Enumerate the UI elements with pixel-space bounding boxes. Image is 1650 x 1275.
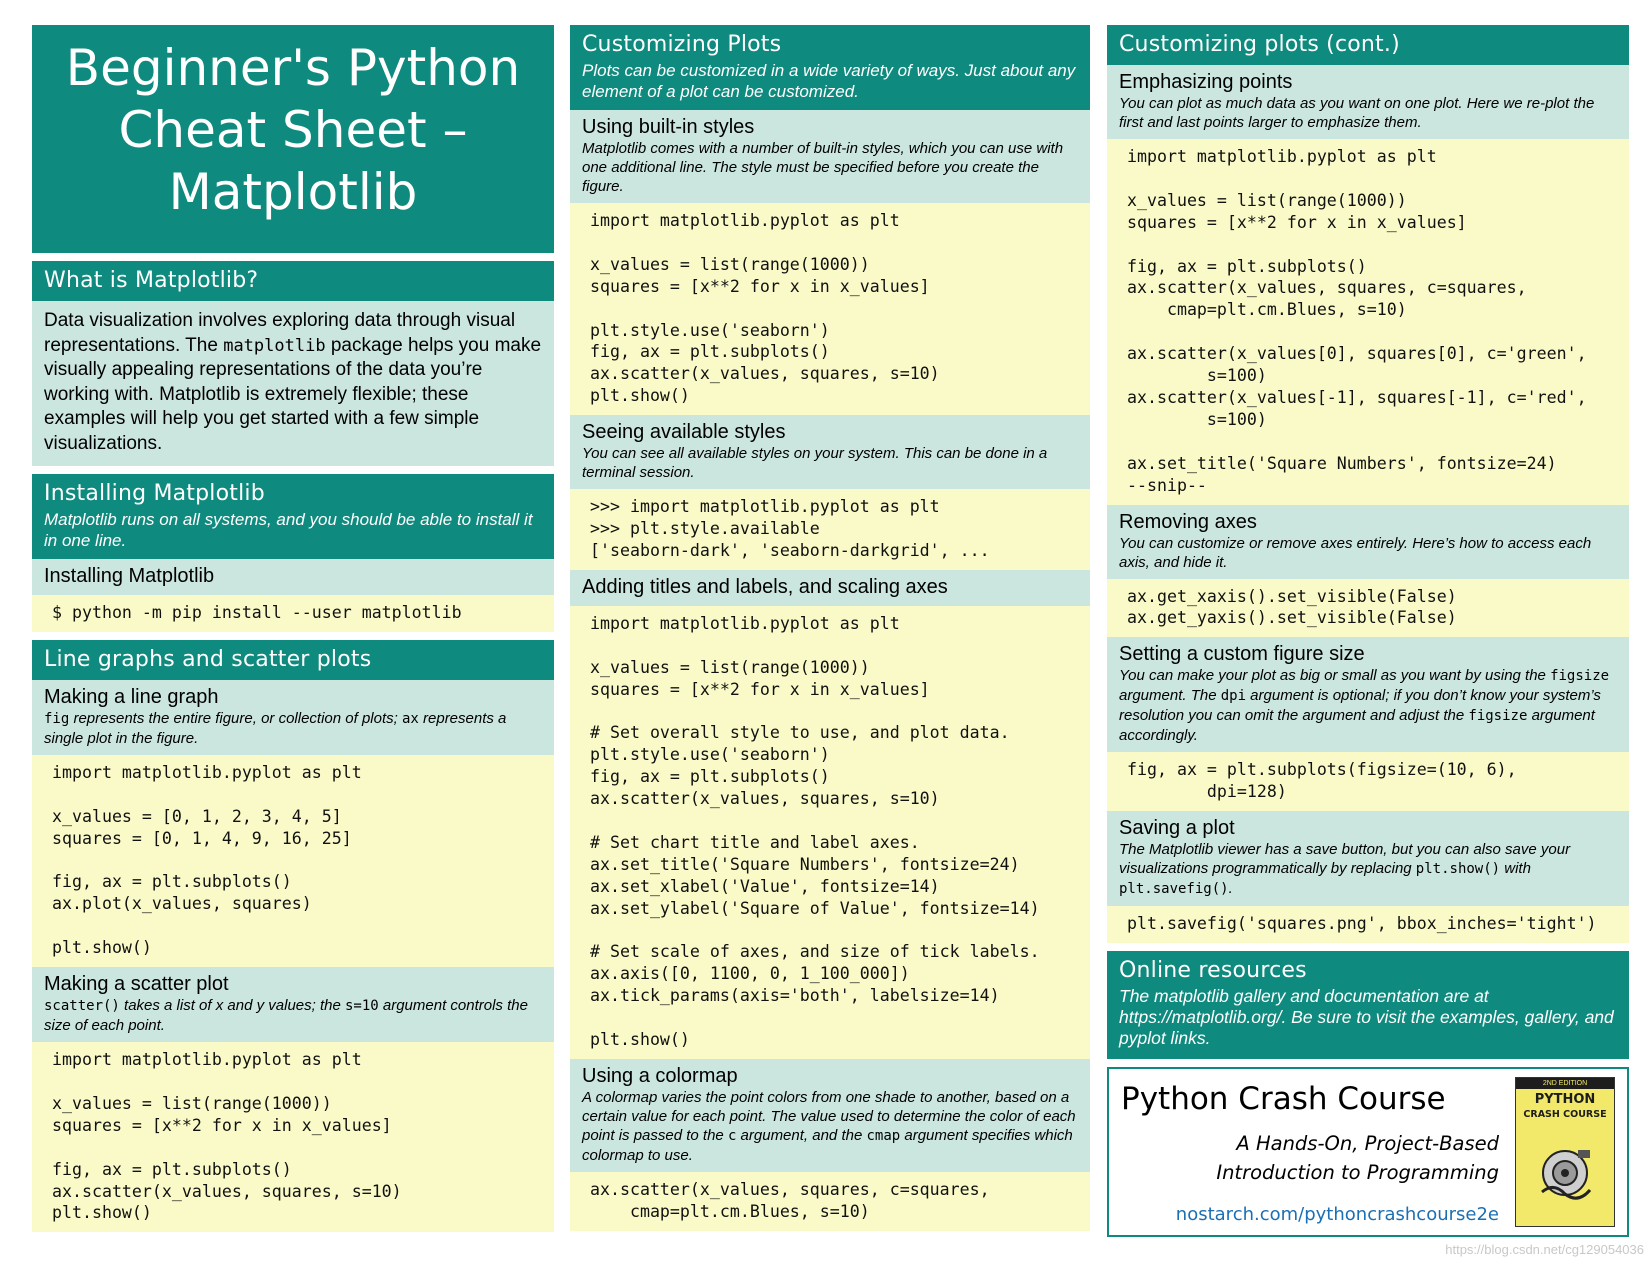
subsection-title: Emphasizing points: [1119, 71, 1293, 93]
section-title: What is Matplotlib?: [44, 268, 259, 293]
section-title: Customizing plots (cont.): [1119, 32, 1400, 57]
section-title: Customizing Plots: [582, 32, 782, 57]
title-line-3: Matplotlib: [168, 163, 418, 221]
title-block: [32, 25, 554, 253]
line-graphs-header: [32, 640, 554, 680]
installing-subheader: [32, 559, 554, 595]
subsection-desc: scatter() takes a list of x and y values; the s=10 argument controls the size of each point.: [44, 997, 528, 1035]
book-title: PYTHON CRASH COURSE: [1523, 1092, 1607, 1121]
customizing-cont-header: [1107, 25, 1629, 65]
online-resources-header: [1107, 951, 1629, 1059]
figure-size-subheader: [1107, 637, 1629, 752]
subsection-desc: You can plot as much data as you want on one plot. Here we re-plot the first and last points larger to emphasize them.: [1119, 95, 1595, 131]
colormap-code: ax.scatter(x_values, squares, c=squares, cmap=plt.cm.Blues, s=10): [570, 1172, 1090, 1231]
subsection-desc: You can see all available styles on your system. This can be done in a terminal session.: [582, 445, 1048, 482]
inline-code: matplotlib: [223, 335, 326, 356]
subsection-title: Saving a plot: [1119, 817, 1235, 840]
titles-labels-code: import matplotlib.pyplot as plt x_values = list(range(1000)) squares = [x**2 for x in x_values] # Set overall style to use, and plot data. plt.style.use('seaborn') fig, ax = plt.subplots() ax.scatter(x_values, squares, s=10) # Set chart title and label axes. ax.set_title('Square Numbers', fontsize=24) ax.set_xlabel('Value', fontsize=14) ax.set_ylabel('Square of Value', fontsize=14) # Set scale of axes, and size of tick labels. ax.axis([0, 1100, 0, 1_100_000]) ax.tick_params(axis='both', labelsize=14) plt.show(): [570, 606, 1090, 1059]
promo-subtitle-line-2: Introduction to Programming: [1216, 1161, 1499, 1185]
promo-subtitle: [1216, 1129, 1499, 1187]
install-code: $ python -m pip install --user matplotlib: [32, 595, 554, 632]
section-desc: Plots can be customized in a wide variety of ways. Just about any element of a plot can be customized.: [582, 61, 1076, 101]
builtin-styles-subheader: [570, 110, 1090, 203]
text-part: Data visualization involves exploring data through visual representations. The: [44, 310, 516, 356]
subsection-title: Installing Matplotlib: [44, 565, 215, 587]
subsection-title: Using built-in styles: [582, 116, 755, 138]
promo-title: Python Crash Course: [1121, 1081, 1446, 1118]
book-edition: 2ND EDITION: [1516, 1078, 1614, 1089]
available-styles-code: >>> import matplotlib.pyplot as plt >>> plt.style.available ['seaborn-dark', 'seaborn-darkgrid', ...: [570, 489, 1090, 570]
subsection-desc: You can make your plot as big or small as you want by using the figsize argument. The dpi argument is optional; if you don’t know your system’s resolution you can omit the argument and adjust the figsize argument accordingly.: [1119, 667, 1610, 745]
builtin-styles-code: import matplotlib.pyplot as plt x_values = list(range(1000)) squares = [x**2 for x in x_values] plt.style.use('seaborn') fig, ax = plt.subplots() ax.scatter(x_values, squares, s=10) plt.show(): [570, 203, 1090, 415]
subsection-desc: Matplotlib comes with a number of built-in styles, which you can use with one additional line. The style must be specified before you create the figure.: [582, 140, 1064, 195]
watermark: https://blog.csdn.net/cg129054036: [1445, 1242, 1644, 1257]
section-desc: Matplotlib runs on all systems, and you should be able to install it in one line.: [44, 510, 533, 550]
subsection-title: Seeing available styles: [582, 421, 786, 444]
emphasizing-code: import matplotlib.pyplot as plt x_values = list(range(1000)) squares = [x**2 for x in x_values] fig, ax = plt.subplots() ax.scatter(x_values, squares, c=squares, cmap=plt.cm.Blues, s=10) ax.scatter(x_values[0], squares[0], c='green', s=100) ax.scatter(x_values[-1], squares[-1], c='red', s=100) ax.set_title('Square Numbers', fontsize=24) --snip--: [1107, 139, 1629, 505]
available-styles-subheader: [570, 415, 1090, 489]
subsection-title: Using a colormap: [582, 1065, 738, 1087]
subsection-title: Making a line graph: [44, 685, 219, 708]
colormap-subheader: [570, 1059, 1090, 1172]
removing-axes-subheader: [1107, 505, 1629, 579]
subsection-title: Setting a custom figure size: [1119, 643, 1365, 666]
snake-robot-icon: [1534, 1142, 1596, 1204]
line-graph-subheader: [32, 680, 554, 755]
subsection-title: Making a scatter plot: [44, 973, 229, 996]
section-title: Installing Matplotlib: [44, 481, 265, 506]
scatter-code: import matplotlib.pyplot as plt x_values = list(range(1000)) squares = [x**2 for x in x_values] fig, ax = plt.subplots() ax.scatter(x_values, squares, s=10) plt.show(): [32, 1042, 554, 1232]
column-3: [1107, 25, 1629, 1237]
column-1: [32, 25, 554, 1232]
subsection-desc: A colormap varies the point colors from one shade to another, based on a certain value for each point. The value used to determine the color of each point is passed to the c argument, and the cmap argument specifies which colormap to use.: [582, 1089, 1076, 1164]
installing-header: [32, 474, 554, 559]
saving-plot-subheader: [1107, 811, 1629, 906]
what-is-matplotlib-header: [32, 261, 554, 301]
line-graph-code: import matplotlib.pyplot as plt x_values = [0, 1, 2, 3, 4, 5] squares = [0, 1, 4, 9, 16, 25] fig, ax = plt.subplots() ax.plot(x_values, squares) plt.show(): [32, 755, 554, 967]
column-2: [570, 25, 1090, 1231]
removing-axes-code: ax.get_xaxis().set_visible(False) ax.get_yaxis().set_visible(False): [1107, 579, 1629, 638]
subsection-desc: fig represents the entire figure, or collection of plots; ax represents a single plot in the figure.: [44, 709, 507, 747]
promo-subtitle-line-1: A Hands-On, Project-Based: [1236, 1132, 1499, 1156]
customizing-header: [570, 25, 1090, 110]
title-line-2: Cheat Sheet –: [118, 101, 468, 159]
figure-size-code: fig, ax = plt.subplots(figsize=(10, 6), dpi=128): [1107, 752, 1629, 811]
subsection-title: Adding titles and labels, and scaling axes: [582, 575, 948, 598]
section-title: Online resources: [1119, 958, 1307, 984]
subsection-title: Removing axes: [1119, 510, 1257, 533]
subsection-desc: You can customize or remove axes entirely. Here’s how to access each axis, and hide it.: [1119, 534, 1592, 571]
saving-plot-code: plt.savefig('squares.png', bbox_inches='tight'): [1107, 906, 1629, 943]
subsection-desc: The Matplotlib viewer has a save button, but you can also save your visualizations programmatically by replacing plt.show() with plt.savefig().: [1119, 841, 1571, 898]
book-cover-image: [1515, 1077, 1615, 1227]
titles-labels-subheader: [570, 570, 1090, 606]
text-part: package helps you make visually appealing representations of the data you’re working with. Matplotlib is extremely flexible; these examples will help you get started with a few simple visualizations.: [44, 334, 542, 454]
section-desc[interactable]: The matplotlib gallery and documentation are at https://matplotlib.org/. Be sure to visit the examples, gallery, and pyplot links.: [1119, 986, 1614, 1049]
emphasizing-subheader: [1107, 65, 1629, 139]
scatter-subheader: [32, 967, 554, 1042]
promo-box: [1107, 1067, 1629, 1237]
promo-link[interactable]: nostarch.com/pythoncrashcourse2e: [1175, 1204, 1499, 1226]
title-line-1: Beginner's Python: [65, 39, 521, 97]
section-title: Line graphs and scatter plots: [44, 646, 372, 672]
what-is-matplotlib-text: [32, 301, 554, 466]
